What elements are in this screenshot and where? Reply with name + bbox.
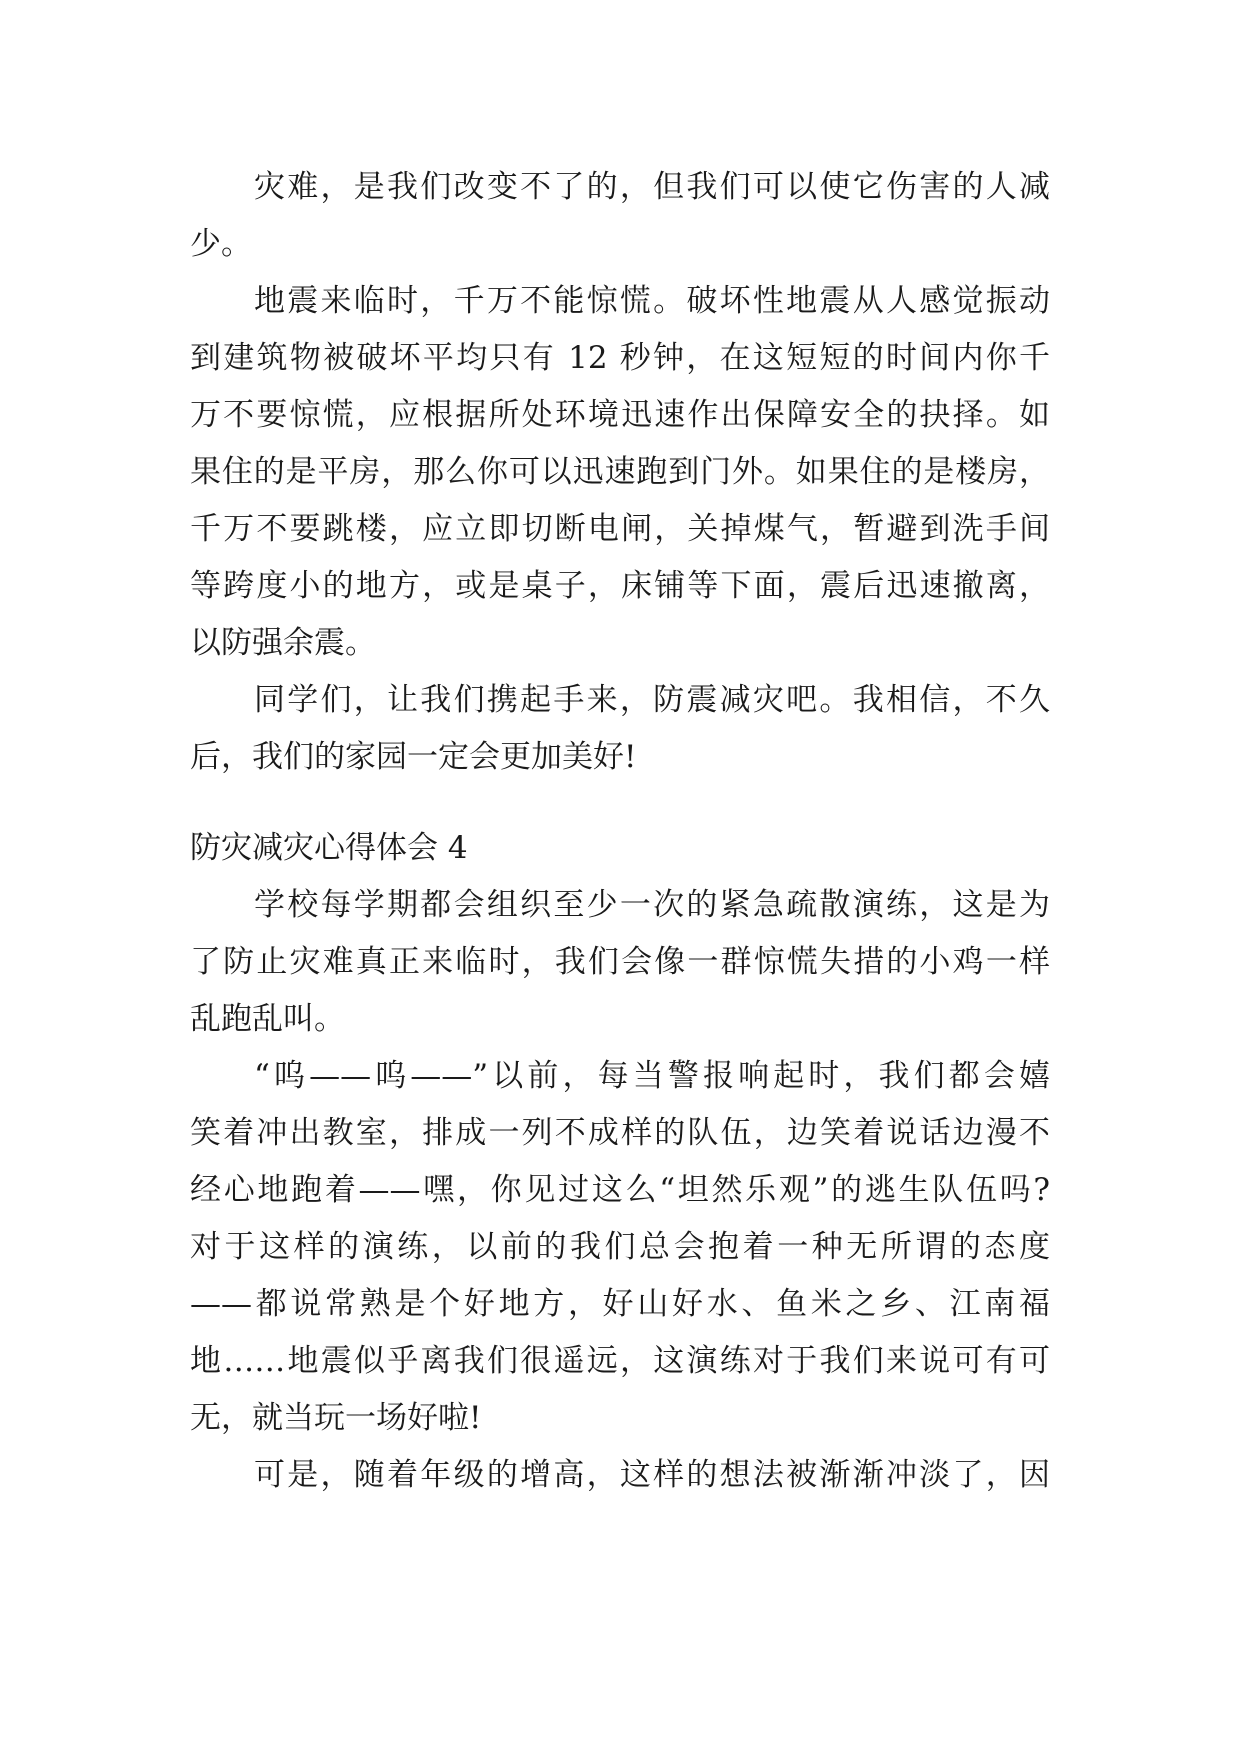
section-paragraph-2-line-5: ——都说常熟是个好地方，好山好水、鱼米之乡、江南福 <box>190 1286 1050 1322</box>
paragraph-2-line-5: 千万不要跳楼，应立即切断电闸，关掉煤气，暂避到洗手间 <box>190 511 1050 547</box>
section-paragraph-2-line-2: 笑着冲出教室，排成一列不成样的队伍，边笑着说话边漫不 <box>190 1115 1050 1151</box>
paragraph-3-line-2: 后，我们的家园一定会更加美好! <box>190 739 637 775</box>
section-paragraph-2-line-4: 对于这样的演练，以前的我们总会抱着一种无所谓的态度 <box>190 1229 1050 1265</box>
section-paragraph-2-line-1: “呜——呜——”以前，每当警报响起时，我们都会嬉 <box>254 1058 1050 1094</box>
paragraph-2-line-2: 到建筑物被破坏平均只有 12 秒钟，在这短短的时间内你千 <box>190 340 1050 376</box>
section-paragraph-1-line-1: 学校每学期都会组织至少一次的紧急疏散演练，这是为 <box>254 887 1050 923</box>
paragraph-2-line-1: 地震来临时，千万不能惊慌。破坏性地震从人感觉振动 <box>254 283 1050 319</box>
section-title: 防灾减灾心得体会 4 <box>190 830 468 866</box>
paragraph-2-line-7: 以防强余震。 <box>190 625 376 661</box>
paragraph-1-line-1: 灾难，是我们改变不了的，但我们可以使它伤害的人减 <box>254 169 1050 205</box>
section-paragraph-2-line-3: 经心地跑着——嘿，你见过这么“坦然乐观”的逃生队伍吗? <box>190 1172 1050 1208</box>
section-paragraph-2-line-6: 地……地震似乎离我们很遥远，这演练对于我们来说可有可 <box>190 1343 1050 1379</box>
paragraph-2-line-6: 等跨度小的地方，或是桌子，床铺等下面，震后迅速撤离， <box>190 568 1050 604</box>
paragraph-1-line-2: 少。 <box>190 226 252 262</box>
paragraph-2-line-3: 万不要惊慌，应根据所处环境迅速作出保障安全的抉择。如 <box>190 397 1050 433</box>
section-paragraph-2-line-7: 无，就当玩一场好啦! <box>190 1400 482 1436</box>
section-paragraph-1-line-2: 了防止灾难真正来临时，我们会像一群惊慌失措的小鸡一样 <box>190 944 1050 980</box>
paragraph-2-line-4: 果住的是平房，那么你可以迅速跑到门外。如果住的是楼房， <box>190 454 1050 490</box>
section-paragraph-3-line-1: 可是，随着年级的增高，这样的想法被渐渐冲淡了，因 <box>254 1457 1050 1493</box>
section-paragraph-1-line-3: 乱跑乱叫。 <box>190 1001 345 1037</box>
paragraph-3-line-1: 同学们，让我们携起手来，防震减灾吧。我相信，不久 <box>254 682 1050 718</box>
